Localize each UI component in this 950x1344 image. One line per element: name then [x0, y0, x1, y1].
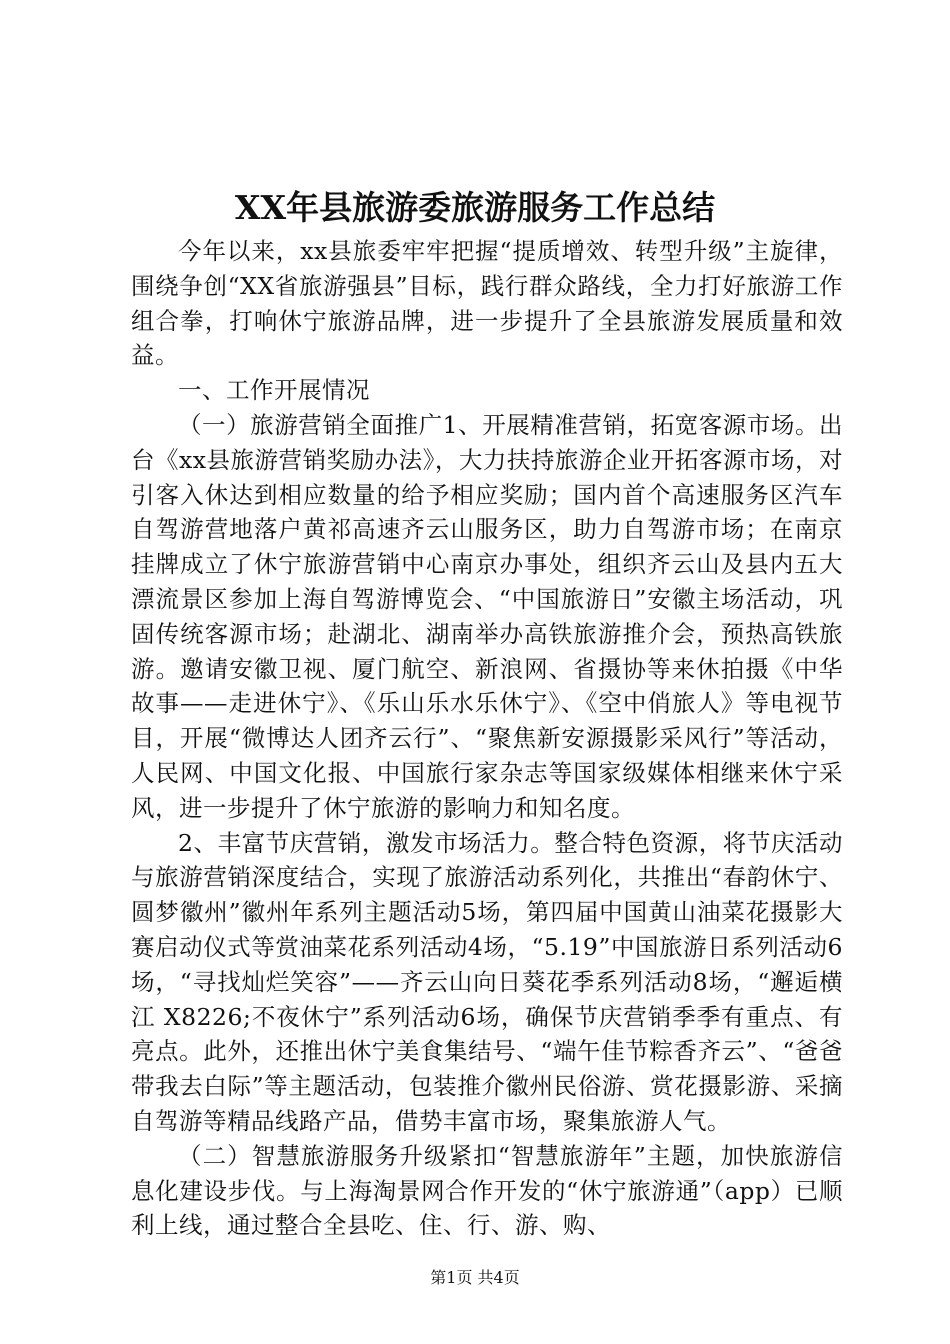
intro-paragraph: 今年以来，xx县旅委牢牢把握“提质增效、转型升级”主旋律，围绕争创“XX省旅游强县”目标，践行群众路线，全力打好旅游工作组合拳，打响休宁旅游品牌，进一步提升了全县旅游发展质量和效益。: [131, 237, 843, 370]
festival-paragraph: 2、丰富节庆营销，激发市场活力。整合特色资源，将节庆活动与旅游营销深度结合，实现了旅游活动系列化，共推出“春韵休宁、圆梦徽州”徽州年系列主题活动5场，第四届中国黄山油菜花摄影大赛启动仪式等赏油菜花系列活动4场，“5.19”中国旅游日系列活动6场，“寻找灿烂笑容”——齐云山向日葵花季系列活动8场，“邂逅横江 X8226;不夜休宁”系列活动6场，确保节庆营销季季有重点、有亮点。此外，还推出休宁美食集结号、“端午佳节粽香齐云”、“爸爸带我去白际”等主题活动，包装推介徽州民俗游、赏花摄影游、采摘自驾游等精品线路产品，借势丰富市场，聚集旅游人气。: [131, 828, 843, 1135]
smart-tourism-paragraph: （二）智慧旅游服务升级紧扣“智慧旅游年”主题，加快旅游信息化建设步伐。与上海淘景网合作开发的“休宁旅游通”（app）已顺利上线，通过整合全县吃、住、行、游、购、: [131, 1141, 843, 1240]
marketing-paragraph: （一）旅游营销全面推广1、开展精准营销，拓宽客源市场。出台《xx县旅游营销奖励办法》，大力扶持旅游企业开拓客源市场，对引客入休达到相应数量的给予相应奖励；国内首个高速服务区汽车自驾游营地落户黄祁高速齐云山服务区，助力自驾游市场；在南京挂牌成立了休宁旅游营销中心南京办事处，组织齐云山及县内五大漂流景区参加上海自驾游博览会、“中国旅游日”安徽主场活动，巩固传统客源市场；赴湖北、湖南举办高铁旅游推介会，预热高铁旅游。邀请安徽卫视、厦门航空、新浪网、省摄协等来休拍摄《中华故事——走进休宁》、《乐山乐水乐休宁》、《空中俏旅人》等电视节目，开展“微博达人团齐云行”、“聚焦新安源摄影采风行”等活动，人民网、中国文化报、中国旅行家杂志等国家级媒体相继来休宁采风，进一步提升了休宁旅游的影响力和知名度。: [131, 410, 843, 822]
document-title: XX年县旅游委旅游服务工作总结: [234, 188, 716, 227]
document-body: [131, 234, 843, 1243]
page-footer: 第1页 共4页: [430, 1268, 520, 1287]
section-heading: 一、工作开展情况: [178, 376, 370, 405]
